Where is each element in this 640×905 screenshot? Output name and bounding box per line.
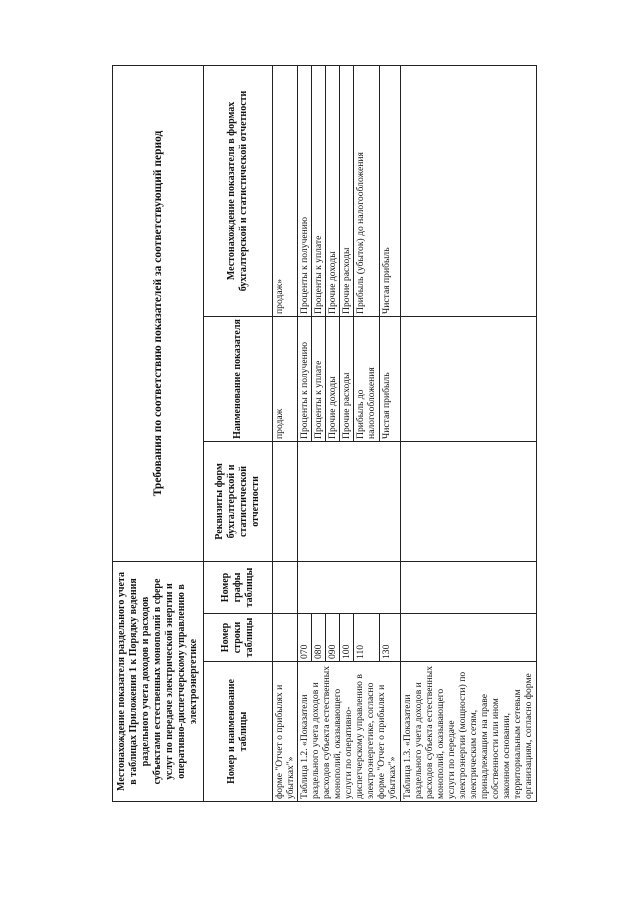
separate-accounting-table <box>112 65 537 802</box>
location-text: Проценты к уплате <box>312 66 326 316</box>
row-number: 070 <box>298 614 312 661</box>
location-cell: продаж» <box>273 65 298 316</box>
row-number: 100 <box>340 614 354 661</box>
row-number-cell <box>273 614 298 662</box>
location-text: Прибыль (убыток) до налогообложения <box>354 66 380 316</box>
table-row <box>400 65 536 801</box>
section-title: Местонахождение показателя раздельного учета в таблицах Приложения 1 к Порядку ведения раздельного учета доходов и расходов субъектами естественных монополий в сфере услуг по передаче электрической энергии и оперативно-диспетчерскому управлению в электроэнергетике <box>113 561 204 801</box>
row-number: 110 <box>354 614 380 661</box>
location-text: Чистая прибыль <box>381 247 393 314</box>
location-text: Проценты к получению <box>298 66 312 316</box>
requisites-cell <box>298 441 401 561</box>
table-name-cell: Таблица 1.3. «Показатели раздельного учета доходов и расходов субъекта естественных монополий, оказывающего услуги по передаче электроэнергии (мощности) по электрическим сетям, принадлежащим на праве собственности или ином законном основании, территориальным сетевым организациям, согласно форме <box>400 662 536 802</box>
requisites-cell <box>273 441 298 561</box>
column-number-cell <box>400 561 536 613</box>
requirements-title: Требования по соответствию показателей за соответствующий период <box>113 65 204 561</box>
col-table-name: Номер и наименование таблицы <box>204 662 273 802</box>
row-number: 090 <box>326 614 340 661</box>
location-cell <box>298 65 401 316</box>
location-cell <box>400 65 536 316</box>
col-location: Местонахождение показателя в формах бухгалтерской и статистической отчетности <box>204 65 273 316</box>
indicator-name-cell <box>400 316 536 441</box>
table-name-cell: форме "Отчет о прибылях и убытках"» <box>273 662 298 802</box>
location-text: Прочие расходы <box>340 66 354 316</box>
column-number-cell <box>273 561 298 613</box>
indicator-name: Чистая прибыль <box>381 372 393 439</box>
row-number-cell <box>298 614 401 662</box>
indicator-name: Проценты к уплате <box>312 317 326 441</box>
column-number-cell <box>298 561 401 613</box>
table-row <box>298 65 401 801</box>
col-indicator-name: Наименование показателя <box>204 316 273 441</box>
indicator-name-cell <box>298 316 401 441</box>
col-requisites: Реквизиты форм бухгалтерской и статистической отчетности <box>204 441 273 561</box>
row-number-cell <box>400 614 536 662</box>
table-name-cell: Таблица 1.2. «Показатели раздельного учета доходов и расходов субъекта естественных монополий, оказывающего услуги по оперативно-диспетчерскому управлению в электроэнергетике, согласно форме "Отчет о прибылях и убытках"» <box>298 662 401 802</box>
row-number: 080 <box>312 614 326 661</box>
indicator-name: Прибыль до налогообложения <box>354 317 380 441</box>
location-text: Прочие доходы <box>326 66 340 316</box>
indicator-name: Прочие доходы <box>326 317 340 441</box>
indicator-name: Проценты к получению <box>298 317 312 441</box>
col-row-number: Номер строки таблицы <box>204 614 273 662</box>
requisites-cell <box>400 441 536 561</box>
table-row <box>273 65 298 801</box>
indicator-name-cell: продаж <box>273 316 298 441</box>
row-number: 130 <box>381 644 393 659</box>
indicator-name: Прочие расходы <box>340 317 354 441</box>
col-column-number: Номер графы таблицы <box>204 561 273 613</box>
